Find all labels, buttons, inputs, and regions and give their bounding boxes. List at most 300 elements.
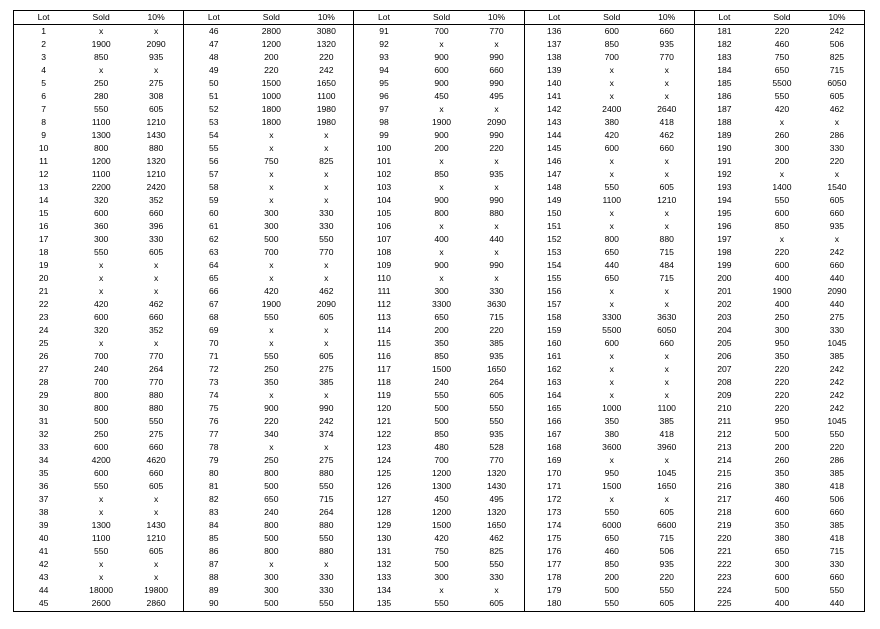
ten-percent-cell: x	[324, 169, 329, 179]
lot-cell: 108	[376, 247, 392, 257]
table-row	[184, 194, 353, 207]
table-row	[695, 259, 864, 272]
table-row	[695, 558, 864, 571]
ten-percent-cell: 550	[319, 234, 334, 244]
ten-percent-cell: 1430	[146, 130, 166, 140]
ten-percent-cell: 462	[659, 130, 674, 140]
table-row	[525, 311, 694, 324]
sold-cell: 550	[604, 507, 619, 517]
ten-percent-cell: x	[324, 182, 329, 192]
sold-cell: 1100	[91, 533, 111, 543]
ten-percent-cell: 660	[829, 260, 845, 270]
lot-cell: 159	[547, 325, 562, 335]
ten-percent-cell: 660	[829, 208, 845, 218]
lot-cell: 213	[717, 442, 732, 452]
sold-cell: 220	[774, 247, 790, 257]
ten-percent-cell: 1320	[486, 507, 507, 517]
header-row	[354, 11, 523, 25]
column-header-sold: Sold	[773, 12, 791, 22]
lot-cell: 19	[38, 260, 49, 270]
sold-cell: 240	[434, 377, 449, 387]
table-row	[184, 272, 353, 285]
ten-percent-cell: 880	[148, 390, 164, 400]
lot-cell: 167	[547, 429, 562, 439]
sold-cell: 200	[434, 325, 449, 335]
lot-cell: 205	[717, 338, 732, 348]
lot-cell: 40	[38, 533, 49, 543]
lot-cell: 76	[209, 416, 219, 426]
lot-cell: 212	[717, 429, 732, 439]
sold-cell: 220	[264, 416, 279, 426]
table-row	[354, 25, 523, 38]
lot-cell: 110	[377, 273, 391, 283]
lot-cell: 189	[717, 130, 732, 140]
lot-cell: 97	[379, 104, 389, 114]
ten-percent-cell: 880	[148, 403, 164, 413]
table-row	[695, 493, 864, 506]
ten-percent-cell: x	[664, 78, 669, 88]
sold-cell: 420	[434, 533, 449, 543]
lot-cell: 92	[379, 39, 389, 49]
ten-percent-cell: 715	[489, 312, 504, 322]
sold-cell: 220	[774, 377, 790, 387]
table-row	[354, 142, 523, 155]
ten-percent-cell: 605	[659, 507, 674, 517]
ten-percent-cell: 605	[659, 598, 674, 608]
lot-cell: 80	[209, 468, 219, 478]
table-row	[184, 220, 353, 233]
ten-percent-cell: 330	[829, 559, 845, 569]
lot-sales-table	[13, 10, 865, 612]
sold-cell: 550	[264, 351, 279, 361]
ten-percent-cell: 242	[829, 364, 845, 374]
sold-cell: 700	[434, 455, 449, 465]
table-row	[354, 415, 523, 428]
lot-cell: 125	[376, 468, 392, 478]
ten-percent-cell: 385	[319, 377, 334, 387]
table-row	[184, 51, 353, 64]
table-row	[525, 220, 694, 233]
lot-cell: 194	[717, 195, 732, 205]
sold-cell: 380	[604, 429, 619, 439]
sold-cell: 1200	[431, 507, 452, 517]
ten-percent-cell: x	[494, 247, 499, 257]
ten-percent-cell: 385	[829, 351, 845, 361]
lot-cell: 67	[209, 299, 219, 309]
ten-percent-cell: 308	[148, 91, 164, 101]
ten-percent-cell: 418	[659, 429, 674, 439]
lot-cell: 176	[547, 546, 562, 556]
lot-cell: 121	[376, 416, 392, 426]
lot-cell: 9	[41, 130, 46, 140]
ten-percent-cell: 935	[489, 429, 504, 439]
sold-cell: 600	[774, 572, 790, 582]
lot-cell: 53	[209, 117, 219, 127]
lot-cell: 218	[717, 507, 732, 517]
ten-percent-cell: 1210	[657, 195, 677, 205]
table-row	[525, 77, 694, 90]
lot-cell: 104	[376, 195, 392, 205]
lot-cell: 113	[377, 312, 391, 322]
lot-cell: 144	[547, 130, 562, 140]
table-row	[695, 181, 864, 194]
lot-cell: 13	[38, 182, 49, 192]
table-row	[14, 597, 183, 610]
column-header-sold: Sold	[432, 12, 451, 22]
table-row	[354, 38, 523, 51]
sold-cell: 460	[774, 39, 790, 49]
table-row	[525, 207, 694, 220]
ten-percent-cell: 242	[319, 416, 334, 426]
lot-cell: 68	[209, 312, 219, 322]
ten-percent-cell: 3630	[657, 312, 677, 322]
sold-cell: 550	[93, 104, 109, 114]
table-row	[184, 181, 353, 194]
ten-percent-cell: x	[664, 390, 669, 400]
sold-cell: 250	[264, 364, 279, 374]
lot-cell: 112	[377, 299, 391, 309]
sold-cell: x	[269, 390, 274, 400]
lot-cell: 114	[377, 325, 391, 335]
lot-cell: 22	[38, 299, 49, 309]
sold-cell: 300	[774, 325, 790, 335]
table-row	[14, 545, 183, 558]
lot-cell: 223	[717, 572, 732, 582]
lot-cell: 164	[547, 390, 562, 400]
ten-percent-cell: 1045	[657, 468, 677, 478]
table-row	[695, 311, 864, 324]
lot-cell: 8	[41, 117, 46, 127]
lot-cell: 50	[209, 78, 219, 88]
ten-percent-cell: x	[664, 286, 669, 296]
table-row	[354, 129, 523, 142]
ten-percent-cell: 440	[489, 234, 504, 244]
lot-cell: 199	[717, 260, 732, 270]
table-row	[14, 194, 183, 207]
lot-cell: 105	[376, 208, 392, 218]
lot-cell: 39	[38, 520, 49, 530]
table-row	[14, 363, 183, 376]
lot-cell: 222	[717, 559, 732, 569]
lot-cell: 29	[38, 390, 49, 400]
sold-cell: 600	[93, 312, 109, 322]
table-row	[184, 454, 353, 467]
column-header-lot: Lot	[207, 12, 220, 22]
lot-cell: 32	[38, 429, 49, 439]
sold-cell: 400	[434, 234, 449, 244]
lot-cell: 210	[717, 403, 732, 413]
ten-percent-cell: 2420	[146, 182, 166, 192]
sold-cell: x	[779, 169, 785, 179]
header-row	[695, 11, 864, 25]
ten-percent-cell: 462	[489, 533, 504, 543]
ten-percent-cell: x	[153, 65, 159, 75]
table-row	[14, 441, 183, 454]
ten-percent-cell: x	[153, 559, 159, 569]
lot-cell: 34	[38, 455, 49, 465]
sold-cell: 1200	[261, 39, 281, 49]
lot-cell: 102	[376, 169, 392, 179]
ten-percent-cell: 660	[148, 312, 164, 322]
sold-cell: 1100	[91, 117, 111, 127]
table-row	[184, 25, 353, 38]
table-row	[695, 207, 864, 220]
ten-percent-cell: x	[664, 364, 669, 374]
sold-cell: 460	[774, 494, 790, 504]
sold-cell: x	[98, 559, 104, 569]
ten-percent-cell: x	[494, 273, 499, 283]
ten-percent-cell: 1320	[486, 468, 507, 478]
column-header-ten-percent: 10%	[147, 12, 165, 22]
table-row	[695, 51, 864, 64]
ten-percent-cell: x	[494, 182, 499, 192]
table-row	[354, 389, 523, 402]
column-header-sold: Sold	[262, 12, 280, 22]
ten-percent-cell: 330	[148, 234, 164, 244]
sold-cell: x	[609, 494, 614, 504]
lot-cell: 122	[376, 429, 392, 439]
lot-cell: 47	[209, 39, 219, 49]
table-row	[184, 155, 353, 168]
table-row	[525, 519, 694, 532]
ten-percent-cell: 220	[489, 143, 504, 153]
table-row	[14, 389, 183, 402]
column-header-ten-percent: 10%	[828, 12, 846, 22]
sold-cell: x	[269, 442, 274, 452]
lot-cell: 208	[717, 377, 732, 387]
ten-percent-cell: 935	[659, 559, 674, 569]
table-row	[14, 584, 183, 597]
sold-cell: 500	[434, 403, 449, 413]
ten-percent-cell: 715	[829, 65, 845, 75]
table-row	[695, 129, 864, 142]
table-row	[354, 545, 523, 558]
lot-cell: 168	[547, 442, 562, 452]
lot-cell: 131	[376, 546, 392, 556]
table-row	[184, 441, 353, 454]
table-row	[695, 220, 864, 233]
lot-cell: 140	[547, 78, 562, 88]
lot-cell: 187	[717, 104, 732, 114]
lot-cell: 57	[209, 169, 219, 179]
ten-percent-cell: x	[324, 273, 329, 283]
ten-percent-cell: 605	[659, 182, 674, 192]
sold-cell: 350	[774, 520, 790, 530]
table-block	[695, 11, 864, 611]
lot-cell: 132	[376, 559, 392, 569]
ten-percent-cell: 770	[489, 455, 504, 465]
sold-cell: x	[609, 299, 614, 309]
ten-percent-cell: 242	[829, 247, 845, 257]
lot-cell: 24	[38, 325, 49, 335]
table-row	[354, 324, 523, 337]
lot-cell: 214	[717, 455, 732, 465]
ten-percent-cell: 825	[829, 52, 845, 62]
ten-percent-cell: 990	[489, 130, 504, 140]
ten-percent-cell: 286	[829, 130, 845, 140]
sold-cell: 2600	[91, 598, 111, 608]
table-row	[184, 545, 353, 558]
ten-percent-cell: x	[324, 390, 329, 400]
table-row	[354, 350, 523, 363]
ten-percent-cell: 220	[319, 52, 334, 62]
ten-percent-cell: 385	[829, 520, 845, 530]
lot-cell: 106	[376, 221, 392, 231]
ten-percent-cell: x	[324, 195, 329, 205]
ten-percent-cell: x	[324, 442, 329, 452]
ten-percent-cell: 660	[829, 507, 845, 517]
lot-cell: 183	[717, 52, 732, 62]
sold-cell: x	[269, 169, 274, 179]
lot-cell: 143	[547, 117, 562, 127]
sold-cell: 300	[264, 208, 279, 218]
ten-percent-cell: x	[664, 299, 669, 309]
lot-cell: 71	[209, 351, 219, 361]
ten-percent-cell: x	[664, 377, 669, 387]
lot-cell: 30	[38, 403, 49, 413]
ten-percent-cell: 1210	[146, 533, 166, 543]
ten-percent-cell: 352	[148, 325, 164, 335]
lot-cell: 216	[717, 481, 732, 491]
ten-percent-cell: 660	[148, 468, 164, 478]
ten-percent-cell: 242	[829, 403, 845, 413]
ten-percent-cell: x	[324, 325, 329, 335]
lot-cell: 75	[209, 403, 219, 413]
sold-cell: 220	[774, 364, 790, 374]
lot-cell: 111	[377, 286, 391, 296]
ten-percent-cell: 462	[148, 299, 164, 309]
lot-cell: 11	[39, 156, 49, 166]
table-row	[695, 324, 864, 337]
column-header-sold: Sold	[92, 12, 110, 22]
ten-percent-cell: 6600	[657, 520, 677, 530]
table-row	[354, 519, 523, 532]
sold-cell: 1500	[431, 520, 452, 530]
lot-cell: 182	[717, 39, 732, 49]
ten-percent-cell: 935	[489, 351, 504, 361]
lot-cell: 1	[41, 26, 46, 36]
sold-cell: x	[609, 208, 614, 218]
sold-cell: 300	[264, 572, 279, 582]
table-row	[525, 428, 694, 441]
ten-percent-cell: 990	[489, 260, 504, 270]
ten-percent-cell: 605	[489, 390, 504, 400]
ten-percent-cell: 330	[489, 286, 504, 296]
table-row	[14, 571, 183, 584]
ten-percent-cell: 660	[489, 65, 504, 75]
sold-cell: 320	[93, 195, 109, 205]
lot-cell: 180	[547, 598, 562, 608]
lot-cell: 93	[379, 52, 389, 62]
ten-percent-cell: 418	[659, 117, 674, 127]
table-row	[695, 38, 864, 51]
table-row	[525, 532, 694, 545]
ten-percent-cell: 605	[148, 546, 164, 556]
ten-percent-cell: 6050	[827, 78, 847, 88]
sold-cell: x	[269, 325, 274, 335]
ten-percent-cell: 770	[148, 351, 164, 361]
lot-cell: 130	[376, 533, 392, 543]
ten-percent-cell: 1430	[146, 520, 166, 530]
ten-percent-cell: x	[664, 65, 669, 75]
table-row	[525, 467, 694, 480]
ten-percent-cell: 264	[148, 364, 164, 374]
sold-cell: x	[609, 390, 614, 400]
lot-cell: 169	[547, 455, 562, 465]
table-row	[14, 116, 183, 129]
sold-cell: 600	[774, 507, 790, 517]
ten-percent-cell: 715	[659, 273, 674, 283]
sold-cell: 650	[604, 247, 619, 257]
sold-cell: 4200	[91, 455, 111, 465]
sold-cell: 300	[264, 221, 279, 231]
table-row	[525, 493, 694, 506]
table-row	[695, 519, 864, 532]
lot-cell: 10	[38, 143, 49, 153]
ten-percent-cell: 495	[489, 91, 504, 101]
ten-percent-cell: 605	[148, 481, 164, 491]
ten-percent-cell: 605	[829, 195, 845, 205]
table-row	[184, 428, 353, 441]
table-row	[14, 324, 183, 337]
ten-percent-cell: 1045	[827, 338, 847, 348]
ten-percent-cell: x	[153, 26, 159, 36]
table-row	[14, 168, 183, 181]
lot-cell: 89	[209, 585, 219, 595]
ten-percent-cell: x	[153, 273, 159, 283]
table-row	[354, 194, 523, 207]
table-row	[14, 103, 183, 116]
table-row	[354, 64, 523, 77]
lot-cell: 109	[376, 260, 392, 270]
table-row	[525, 90, 694, 103]
sold-cell: 2200	[91, 182, 111, 192]
sold-cell: 5500	[772, 78, 792, 88]
ten-percent-cell: 1430	[486, 481, 507, 491]
sold-cell: 200	[774, 156, 790, 166]
sold-cell: x	[269, 182, 274, 192]
ten-percent-cell: 330	[489, 572, 504, 582]
ten-percent-cell: 6050	[657, 325, 677, 335]
ten-percent-cell: x	[324, 338, 329, 348]
sold-cell: 700	[264, 247, 279, 257]
table-row	[695, 233, 864, 246]
table-row	[14, 415, 183, 428]
ten-percent-cell: 4620	[146, 455, 166, 465]
lot-cell: 62	[209, 234, 219, 244]
lot-cell: 55	[209, 143, 219, 153]
sold-cell: x	[98, 65, 104, 75]
ten-percent-cell: 462	[829, 104, 845, 114]
lot-cell: 135	[376, 598, 392, 608]
sold-cell: 550	[93, 247, 109, 257]
sold-cell: 6000	[602, 520, 622, 530]
sold-cell: 350	[774, 468, 790, 478]
lot-cell: 219	[717, 520, 732, 530]
lot-cell: 100	[376, 143, 392, 153]
table-row	[14, 25, 183, 38]
lot-cell: 2	[41, 39, 46, 49]
lot-cell: 173	[547, 507, 562, 517]
table-row	[354, 441, 523, 454]
lot-cell: 160	[547, 338, 562, 348]
sold-cell: 400	[774, 299, 790, 309]
sold-cell: 300	[434, 572, 449, 582]
sold-cell: 250	[93, 429, 109, 439]
sold-cell: 500	[774, 429, 790, 439]
lot-cell: 33	[38, 442, 49, 452]
column-header-lot: Lot	[718, 12, 731, 22]
